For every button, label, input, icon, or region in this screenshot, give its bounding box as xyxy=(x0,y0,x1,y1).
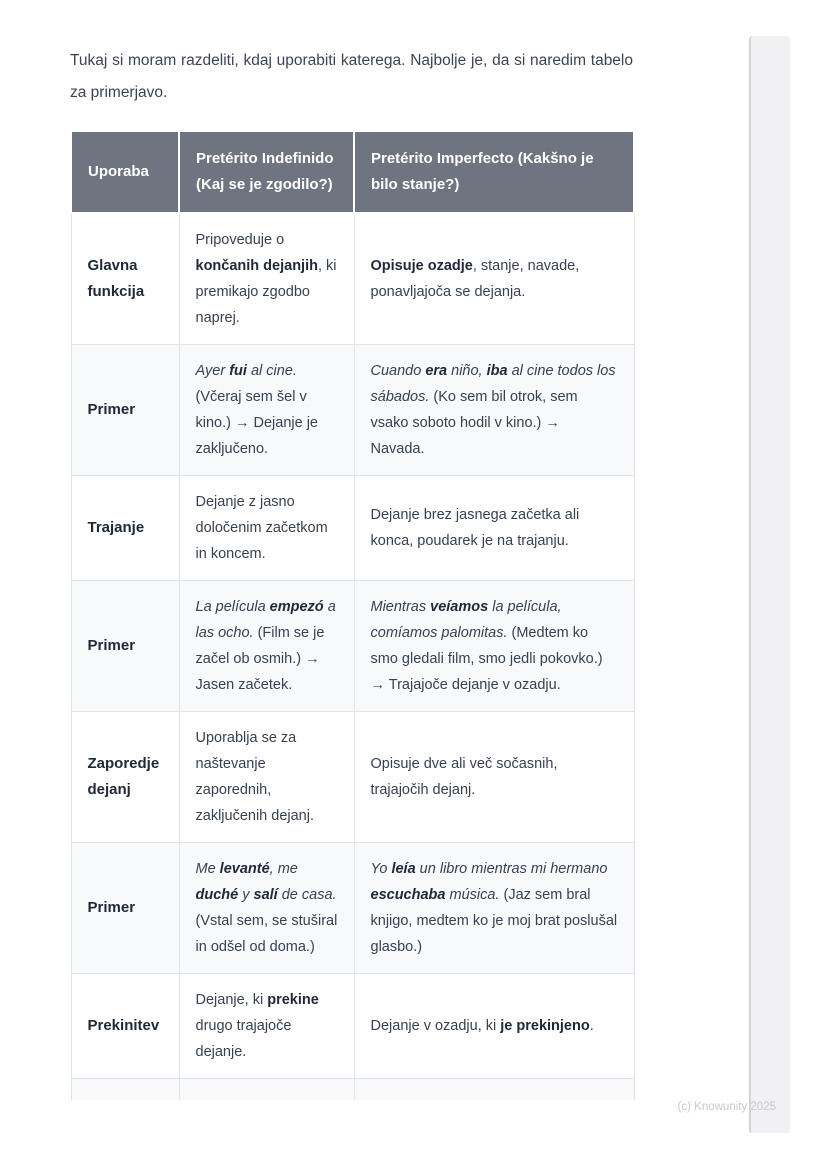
table-header xyxy=(71,131,634,213)
row-label: Primer xyxy=(71,345,179,476)
cell-indefinido: Me levanté, me duché y salí de casa. (Vstal sem, se stuširal in odšel od doma.) xyxy=(179,843,354,974)
row-label: Primer xyxy=(71,843,179,974)
cell-imperfecto: Dejanje v ozadju, ki je prekinjeno. xyxy=(354,974,634,1079)
table-row xyxy=(71,581,634,712)
cell-indefinido: Dejanje, ki prekine drugo trajajoče dejanje. xyxy=(179,974,354,1079)
comparison-table xyxy=(70,130,635,1100)
table-row-partial xyxy=(71,1079,634,1100)
header-uporaba: Uporaba xyxy=(71,131,179,213)
cell-imperfecto: Opisuje ozadje, stanje, navade, ponavljajoča se dejanja. xyxy=(354,213,634,345)
partial-cell xyxy=(71,1079,179,1100)
partial-cell xyxy=(354,1079,634,1100)
intro-paragraph: Tukaj si moram razdeliti, kdaj uporabiti katerega. Najbolje je, da si naredim tabelo za primerjavo. xyxy=(70,52,633,101)
table-row xyxy=(71,213,634,345)
cell-indefinido: Uporablja se za naštevanje zaporednih, zaključenih dejanj. xyxy=(179,712,354,843)
row-label: Glavna funkcija xyxy=(71,213,179,345)
row-label: Trajanje xyxy=(71,476,179,581)
partial-cell xyxy=(179,1079,354,1100)
table-row xyxy=(71,712,634,843)
cell-imperfecto: Opisuje dve ali več sočasnih, trajajočih dejanj. xyxy=(354,712,634,843)
watermark: (c) Knowunity 2025 xyxy=(677,1101,776,1113)
header-preterito-indefinido: Pretérito Indefinido (Kaj se je zgodilo?) xyxy=(179,131,354,213)
cell-indefinido: Ayer fui al cine. (Včeraj sem šel v kino.) → Dejanje je zaključeno. xyxy=(179,345,354,476)
document-page xyxy=(70,45,633,1100)
row-label: Prekinitev xyxy=(71,974,179,1079)
table-row xyxy=(71,476,634,581)
cell-imperfecto: Mientras veíamos la película, comíamos palomitas. (Medtem ko smo gledali film, smo jedli pokovko.) → Trajajoče dejanje v ozadju. xyxy=(354,581,634,712)
header-preterito-imperfecto: Pretérito Imperfecto (Kakšno je bilo stanje?) xyxy=(354,131,634,213)
cell-imperfecto: Dejanje brez jasnega začetka ali konca, poudarek je na trajanju. xyxy=(354,476,634,581)
cell-imperfecto: Yo leía un libro mientras mi hermano escuchaba música. (Jaz sem bral knjigo, medtem ko je moj brat poslušal glasbo.) xyxy=(354,843,634,974)
table-row xyxy=(71,345,634,476)
table-body xyxy=(71,213,634,1100)
scrollbar-track[interactable] xyxy=(749,36,790,1133)
row-label: Primer xyxy=(71,581,179,712)
table-row xyxy=(71,843,634,974)
table-row xyxy=(71,974,634,1079)
cell-imperfecto: Cuando era niño, iba al cine todos los sábados. (Ko sem bil otrok, sem vsako soboto hodil v kino.) → Navada. xyxy=(354,345,634,476)
row-label: Zaporedje dejanj xyxy=(71,712,179,843)
cell-indefinido: Dejanje z jasno določenim začetkom in koncem. xyxy=(179,476,354,581)
cell-indefinido: Pripoveduje o končanih dejanjih, ki premikajo zgodbo naprej. xyxy=(179,213,354,345)
cell-indefinido: La película empezó a las ocho. (Film se je začel ob osmih.) → Jasen začetek. xyxy=(179,581,354,712)
header-row xyxy=(71,131,634,213)
